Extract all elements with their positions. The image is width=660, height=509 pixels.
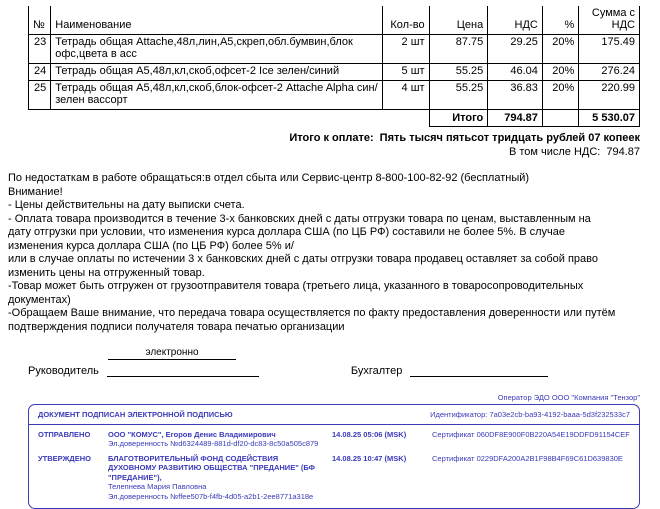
item-vat: 36.83 bbox=[488, 81, 543, 110]
header-name: Наименование bbox=[51, 6, 383, 35]
esign-identifier-value: 7a03e2cb-ba93-4192-baaa-5d3f232533c7 bbox=[489, 410, 630, 419]
item-qty: 5 шт bbox=[383, 64, 430, 81]
esign-certificate-label: Сертификат bbox=[432, 453, 475, 463]
item-number: 25 bbox=[29, 81, 51, 110]
esign-box bbox=[28, 404, 640, 509]
esign-party-block bbox=[108, 454, 326, 502]
note-line: дату отгрузки при условии, что изменения курса доллара США (по ЦБ РФ) составили не более 5%. В случае bbox=[8, 226, 566, 238]
total-percent-empty bbox=[542, 110, 578, 127]
header-price: Цена bbox=[429, 6, 488, 35]
electronic-signature-note: электронно bbox=[108, 347, 236, 360]
total-label: Итого bbox=[429, 110, 488, 127]
note-line: Внимание! bbox=[8, 185, 63, 198]
total-sum-value: 5 530.07 bbox=[579, 110, 640, 127]
esign-header bbox=[38, 410, 630, 420]
esign-title: ДОКУМЕНТ ПОДПИСАН ЭЛЕКТРОННОЙ ПОДПИСЬЮ bbox=[38, 410, 233, 419]
note-line: изменения курса доллара США (по ЦБ РФ) более 5% и/ bbox=[8, 239, 294, 252]
total-due-label: Итого к оплате: bbox=[289, 132, 374, 144]
esign-divider bbox=[29, 424, 639, 425]
esign-certificate-value: 0229DFA200A2B1F98B4F69C61D639830E bbox=[476, 453, 623, 463]
item-vat: 29.25 bbox=[488, 35, 543, 64]
esign-datetime: 14.08.25 10:47 (MSK) bbox=[332, 453, 407, 463]
item-price: 55.25 bbox=[429, 64, 488, 81]
note-line: - Цены действительны на дату выписки счета. bbox=[8, 199, 245, 211]
notes-block bbox=[8, 172, 650, 334]
item-qty: 2 шт bbox=[383, 35, 430, 64]
vat-included-line bbox=[28, 146, 640, 158]
item-price: 87.75 bbox=[429, 35, 488, 64]
item-price: 55.25 bbox=[429, 81, 488, 110]
table-header-row bbox=[29, 6, 640, 35]
esign-party-block bbox=[108, 430, 326, 449]
item-vat: 46.04 bbox=[488, 64, 543, 81]
signature-row bbox=[28, 364, 650, 377]
item-number: 23 bbox=[29, 35, 51, 64]
item-total: 220.99 bbox=[579, 81, 640, 110]
table-row bbox=[29, 81, 640, 110]
esign-row-approved bbox=[38, 454, 630, 502]
note-line: подтверждения подписи получателя товара печатью организации bbox=[8, 320, 345, 333]
item-number: 24 bbox=[29, 64, 51, 81]
note-line: или в случае оплаты по истечении 3 х банковских дней с даты отгрузки товара продавец оставляет за собой право bbox=[8, 253, 598, 265]
total-row-spacer bbox=[29, 110, 430, 127]
esign-status: УТВЕРЖДЕНО bbox=[38, 453, 91, 463]
note-line: -Товар может быть отгружен от грузоотправителя товара (третьего лица, указанного в товаросопроводительных bbox=[8, 280, 584, 292]
table-row bbox=[29, 35, 640, 64]
esign-stamp bbox=[28, 393, 640, 509]
accountant-signature-line bbox=[410, 364, 548, 377]
note-line: изменить цены на отгруженный товар. bbox=[8, 266, 205, 279]
director-signature-line bbox=[107, 364, 259, 377]
item-name: Тетрадь общая А5,48л,кл,скоб,офсет-2 Ice зелен/синий bbox=[51, 64, 383, 81]
header-number: № bbox=[29, 6, 51, 35]
note-line: документах) bbox=[8, 293, 71, 306]
items-table bbox=[28, 6, 640, 127]
item-vat-percent: 20% bbox=[542, 64, 578, 81]
esign-certificate bbox=[432, 430, 630, 449]
esign-party: ООО "КОМУС", Егоров Денис Владимирович bbox=[108, 429, 276, 439]
header-total: Сумма с НДС bbox=[579, 6, 640, 35]
esign-operator: Оператор ЭДО ООО "Компания "Тензор" bbox=[497, 393, 640, 402]
esign-datetime: 14.08.25 05:06 (MSK) bbox=[332, 429, 407, 439]
header-qty: Кол-во bbox=[383, 6, 430, 35]
item-name: Тетрадь общая Attache,48л,лин,А5,скреп,обл.бумвин,блок офс,цвета в асс bbox=[51, 35, 383, 64]
esign-certificate-value: 060DF8E900F0B220A54E19DDFD91154CEF bbox=[476, 429, 630, 439]
item-vat-percent: 20% bbox=[542, 35, 578, 64]
director-label: Руководитель bbox=[28, 365, 99, 377]
vat-included-value: 794.87 bbox=[606, 146, 640, 158]
total-due-text: Пять тысяч пятьсот тридцать рублей 07 копеек bbox=[379, 132, 640, 144]
accountant-label: Бухгалтер bbox=[350, 365, 403, 377]
total-due-line bbox=[28, 132, 640, 144]
esign-attorney: Эл.доверенность №ffee507b-f4fb-4d05-a2b1-2ee8771a318e bbox=[108, 491, 314, 501]
total-row bbox=[29, 110, 640, 127]
item-vat-percent: 20% bbox=[542, 81, 578, 110]
header-vat-percent: % bbox=[542, 6, 578, 35]
esign-row-sent bbox=[38, 430, 630, 449]
note-line: - Оплата товара производится в течение 3-х банковских дней с даты отгрузки товара по ценам, выставленным на bbox=[8, 212, 591, 225]
esign-status: ОТПРАВЛЕНО bbox=[38, 429, 91, 439]
signature-area bbox=[8, 347, 650, 377]
item-name: Тетрадь общая А5,48л,кл,скоб,блок-офсет-2 Attache Alpha син/зелен вассорт bbox=[51, 81, 383, 110]
vat-included-label: В том числе НДС: bbox=[508, 146, 601, 158]
esign-identifier-label: Идентификатор: bbox=[430, 410, 488, 419]
total-vat-value: 794.87 bbox=[488, 110, 543, 127]
esign-person: Телепнева Мария Павловна bbox=[108, 482, 207, 491]
table-row bbox=[29, 64, 640, 81]
note-line: -Обращаем Ваше внимание, что передача товара осуществляется по факту предоставления доверенности или путём bbox=[8, 307, 616, 319]
item-qty: 4 шт bbox=[383, 81, 430, 110]
esign-attorney: Эл.доверенность №d6324489-881d-df20-dc83-8c50a505c879 bbox=[108, 439, 319, 448]
summary-block bbox=[28, 132, 640, 158]
esign-identifier bbox=[430, 410, 630, 420]
esign-certificate bbox=[432, 454, 630, 502]
note-line: По недостаткам в работе обращаться:в отдел сбыта или Сервис-центр 8-800-100-82-92 (бесплатный) bbox=[8, 172, 530, 184]
item-total: 276.24 bbox=[579, 64, 640, 81]
esign-certificate-label: Сертификат bbox=[432, 429, 475, 439]
esign-party: БЛАГОТВОРИТЕЛЬНЫЙ ФОНД СОДЕЙСТВИЯ ДУХОВНОМУ РАЗВИТИЮ ОБЩЕСТВА "ПРЕДАНИЕ" (БФ "ПРЕДАНИЕ"), bbox=[108, 453, 316, 482]
item-total: 175.49 bbox=[579, 35, 640, 64]
header-vat: НДС bbox=[488, 6, 543, 35]
